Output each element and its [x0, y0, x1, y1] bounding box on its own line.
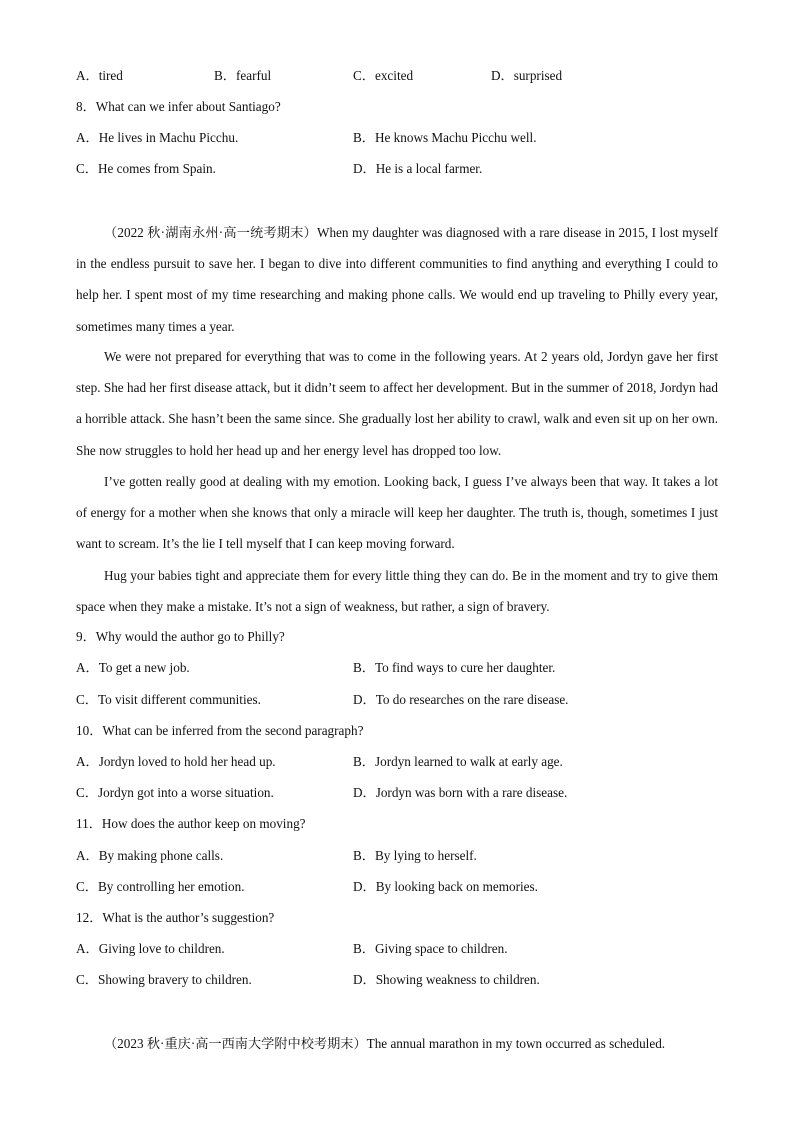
q7-option-d: D．surprised [491, 68, 563, 83]
q8-question: 8．What can we infer about Santiago? [76, 99, 281, 114]
q8-option-d: D．He is a local farmer. [353, 161, 483, 176]
q7-option-c: C．excited [353, 68, 414, 83]
passage2-paragraph-1: （2022 秋·湖南永州·高一统考期末）When my daughter was diagnosed with a rare disease in 2015, I lost myself in the endless pursuit to save her. I began to dive into different communities to find anything and everything I could to help her. I spent most of my time researching and making phone calls. We would end up traveling to Philly every year, sometimes many times a year. [76, 225, 718, 334]
q12-option-a: A．Giving love to children. [76, 941, 225, 956]
q11-option-b: B．By lying to herself. [353, 848, 477, 863]
q12-option-b: B．Giving space to children. [353, 941, 508, 956]
q8-option-c: C．He comes from Spain. [76, 161, 216, 176]
q9-option-a: A．To get a new job. [76, 660, 190, 675]
q11-option-a: A．By making phone calls. [76, 848, 224, 863]
q10-option-b: B．Jordyn learned to walk at early age. [353, 754, 563, 769]
q7-option-b: B．fearful [214, 68, 272, 83]
q11-option-c: C．By controlling her emotion. [76, 879, 245, 894]
q8-option-b: B．He knows Machu Picchu well. [353, 130, 537, 145]
q10-option-a: A．Jordyn loved to hold her head up. [76, 754, 276, 769]
q11-question: 11．How does the author keep on moving? [76, 816, 306, 831]
passage3-intro: （2023 秋·重庆·高一西南大学附中校考期末）The annual marathon in my town occurred as scheduled. [104, 1036, 666, 1051]
q10-option-c: C．Jordyn got into a worse situation. [76, 785, 274, 800]
q9-option-d: D．To do researches on the rare disease. [353, 692, 569, 707]
q12-option-d: D．Showing weakness to children. [353, 972, 540, 987]
q9-question: 9．Why would the author go to Philly? [76, 629, 285, 644]
q12-question: 12．What is the author’s suggestion? [76, 910, 275, 925]
q9-option-c: C．To visit different communities. [76, 692, 261, 707]
passage2-paragraph-2: We were not prepared for everything that was to come in the following years. At 2 years old, Jordyn gave her first step. She had her first disease attack, but it didn’t seem to affect her development. But in the summer of 2018, Jordyn had a horrible attack. She hasn’t been the same since. She gradually lost her ability to crawl, walk and even sit up on her own. She now struggles to hold her head up and her energy level has dropped too low. [76, 349, 718, 458]
q10-question: 10．What can be inferred from the second paragraph? [76, 723, 364, 738]
q7-option-a: A．tired [76, 68, 123, 83]
passage2-paragraph-3: I’ve gotten really good at dealing with my emotion. Looking back, I guess I’ve always been that way. It takes a lot of energy for a mother when she knows that only a miracle will keep her daughter. The truth is, though, sometimes I just want to scream. It’s the lie I tell myself that I can keep moving forward. [76, 474, 718, 552]
q10-option-d: D．Jordyn was born with a rare disease. [353, 785, 568, 800]
passage2-paragraph-4: Hug your babies tight and appreciate them for every little thing they can do. Be in the moment and try to give them space when they make a mistake. It’s not a sign of weakness, but rather, a sign of bravery. [76, 568, 718, 615]
q9-option-b: B．To find ways to cure her daughter. [353, 660, 556, 675]
q12-option-c: C．Showing bravery to children. [76, 972, 252, 987]
q11-option-d: D．By looking back on memories. [353, 879, 538, 894]
q8-option-a: A．He lives in Machu Picchu. [76, 130, 239, 145]
